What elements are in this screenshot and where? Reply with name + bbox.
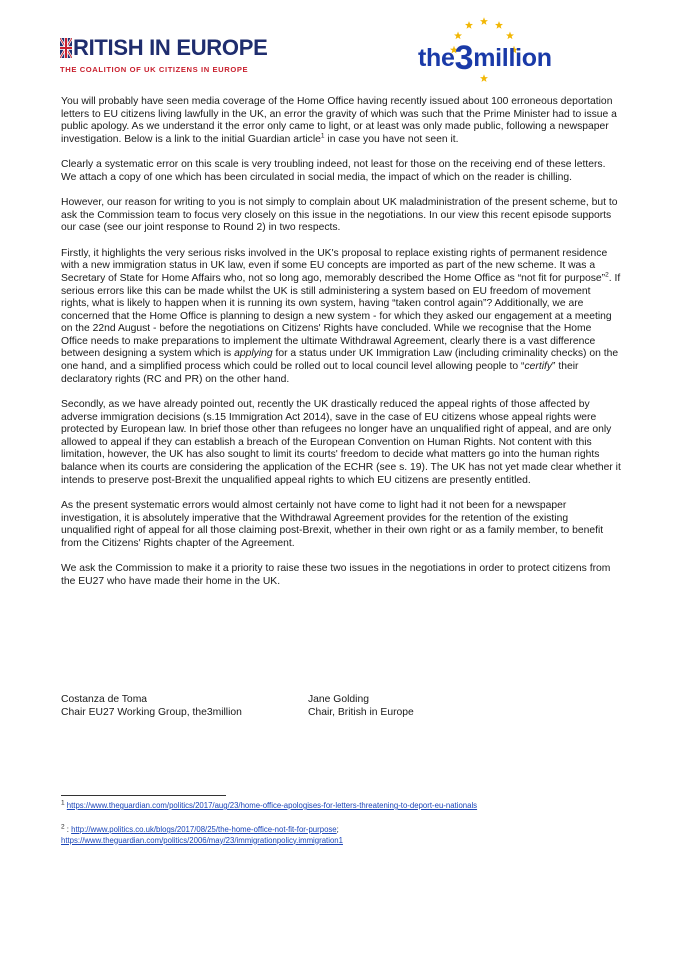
bie-logo-title [60, 36, 300, 60]
signatory-title: Chair EU27 Working Group, the3million [61, 707, 242, 718]
signatory-name: Costanza de Toma [61, 694, 148, 705]
footnote-2-link-2[interactable]: https://www.theguardian.com/politics/2006/may/23/immigrationpolicy.immigration1 [61, 835, 343, 845]
footnote-2-mark: 2 [61, 823, 65, 831]
footnote-1-link[interactable]: https://www.theguardian.com/politics/2017/aug/23/home-office-apologises-for-letters-threatening-to-deport-eu-nationals [66, 801, 478, 810]
gold-star-icon [480, 17, 488, 25]
paragraph-4-text-c: for a status under UK Immigration Law (including criminality checks) on the one hand, and a simplified process which could be rolled out to local council level allowing people to “ [61, 348, 619, 373]
gold-star-icon [495, 21, 503, 29]
letter-body [61, 96, 621, 601]
footnote-ref-2: 2 [605, 271, 609, 279]
paragraph-4-emphasis-applying: applying [234, 348, 273, 360]
footnote-2-separator: : [64, 825, 72, 834]
signature-left [61, 693, 242, 719]
footnote-2-middle: ; [336, 825, 339, 834]
paragraph-5: Secondly, as we have already pointed out, recently the UK drastically reduced the appeal rights of those affected by adverse immigration decisions (s.15 Immigration Act 2014), save in the case of EU citizens whose appeal rights were protected by European law. In brief those other than refugees no longer have an unqualified right of appeal, and are only allowed to appeal if they can establish a breach of the European Convention on Human Rights. Not content with this limitation, however, the UK has also sought to limit its courts' freedom to decide what matters go into the human rights balance when its courts are considering the application of the ECHR (see s. 19). The UK has not yet made clear whether it intends to preserve post-Brexit the unqualified appeal rights to which EU citizens are presently entitled. [61, 399, 621, 486]
paragraph-7: We ask the Commission to make it a priority to raise these two issues in the negotiations in order to protect citizens from the EU27 who have made their home in the UK. [61, 563, 611, 587]
footnote-1 [61, 801, 621, 812]
the3million-logo-text [418, 36, 552, 75]
paragraph-4-emphasis-certify: certify [524, 361, 553, 373]
footnote-2-link-1[interactable]: http://www.politics.co.uk/blogs/2017/08/25/the-home-office-not-fit-for-purpose [71, 825, 337, 834]
paragraph-3: However, our reason for writing to you is not simply to complain about UK maladministration of the present scheme, but to ask the Commission team to focus very closely on this issue in the negotiations. In our view this recent episode supports our case (see our joint response to Round 2) in two respects. [61, 197, 618, 234]
paragraph-2: Clearly a systematic error on this scale is very troubling indeed, not least for those on the receiving end of these letters. We attach a copy of one which has been circulated in social media, the impact of which on the reader is chilling. [61, 159, 606, 183]
bie-logo-title-text: RITISH IN EUROPE [73, 35, 268, 60]
the3million-logo [418, 14, 598, 82]
paragraph-1 [61, 96, 621, 146]
t3m-number: 3 [454, 39, 474, 77]
signatory-name: Jane Golding [308, 694, 369, 705]
footnote-2 [61, 825, 621, 846]
t3m-million: million [473, 44, 552, 72]
union-flag-b-icon [60, 38, 72, 58]
paragraph-1-text-a: You will probably have seen media coverage of the Home Office having recently issued about 100 erroneous deportation letters to EU citizens living lawfully in the UK, an error the gravity of which was such that the Prime Minister had to issue a public apology. As we understand it the error only came to light, or at least was only made public, following a newspaper investigation. Below is a link to the initial Guardian article [61, 96, 617, 145]
paragraph-4-text-a: Firstly, it highlights the very serious risks involved in the UK's proposal to replace existing rights of permanent residence with a new immigration status in UK law, even if some EU concepts are imported as part of the new scheme. It was a Secretary of State for Home Affairs who, not so long ago, memorably described the Home Office as “not fit for purpose” [61, 247, 608, 284]
bie-logo-subtitle: THE COALITION OF UK CITIZENS IN EUROPE [60, 65, 249, 74]
gold-star-icon [465, 21, 473, 29]
paragraph-4-text-d: ” their declaratory rights (RC and PR) on the other hand. [61, 361, 579, 385]
signatory-title: Chair, British in Europe [308, 707, 414, 718]
footnote-divider [61, 795, 226, 796]
british-in-europe-logo [60, 36, 300, 74]
t3m-the: the [418, 44, 455, 72]
footnote-ref-1: 1 [320, 132, 325, 140]
paragraph-1-text-b: in case you have not seen it. [324, 133, 459, 145]
paragraph-6: As the present systematic errors would almost certainly not have come to light had it not been for a newspaper investigation, it is absolutely imperative that the Withdrawal Agreement provides for the retention of the existing unqualified right of appeal for all those claiming post-Brexit, whether in their own right or as a family member, to benefit from the Citizens' Rights chapter of the Agreement. [61, 500, 604, 549]
signature-right [308, 693, 414, 719]
gold-star-icon [480, 74, 488, 82]
paragraph-4-text-b: . If serious errors like this can be made whilst the UK is still administering a system based on EU freedom of movement rights, what is likely to happen when it is running its own system, having “taken control again”? Additionally, we are concerned that the Home Office is planning to design a new system - for which they asked our engagement at a meeting on the 22nd August - before the negotiations on Citizens' Rights have concluded. While we recognise that the Home Office needs to make preparations to implement the ultimate Withdrawal Agreement, clearly there is a vast difference between designing a system which is [61, 272, 621, 360]
footnote-1-mark: 1 [61, 799, 65, 807]
paragraph-4 [61, 248, 621, 387]
